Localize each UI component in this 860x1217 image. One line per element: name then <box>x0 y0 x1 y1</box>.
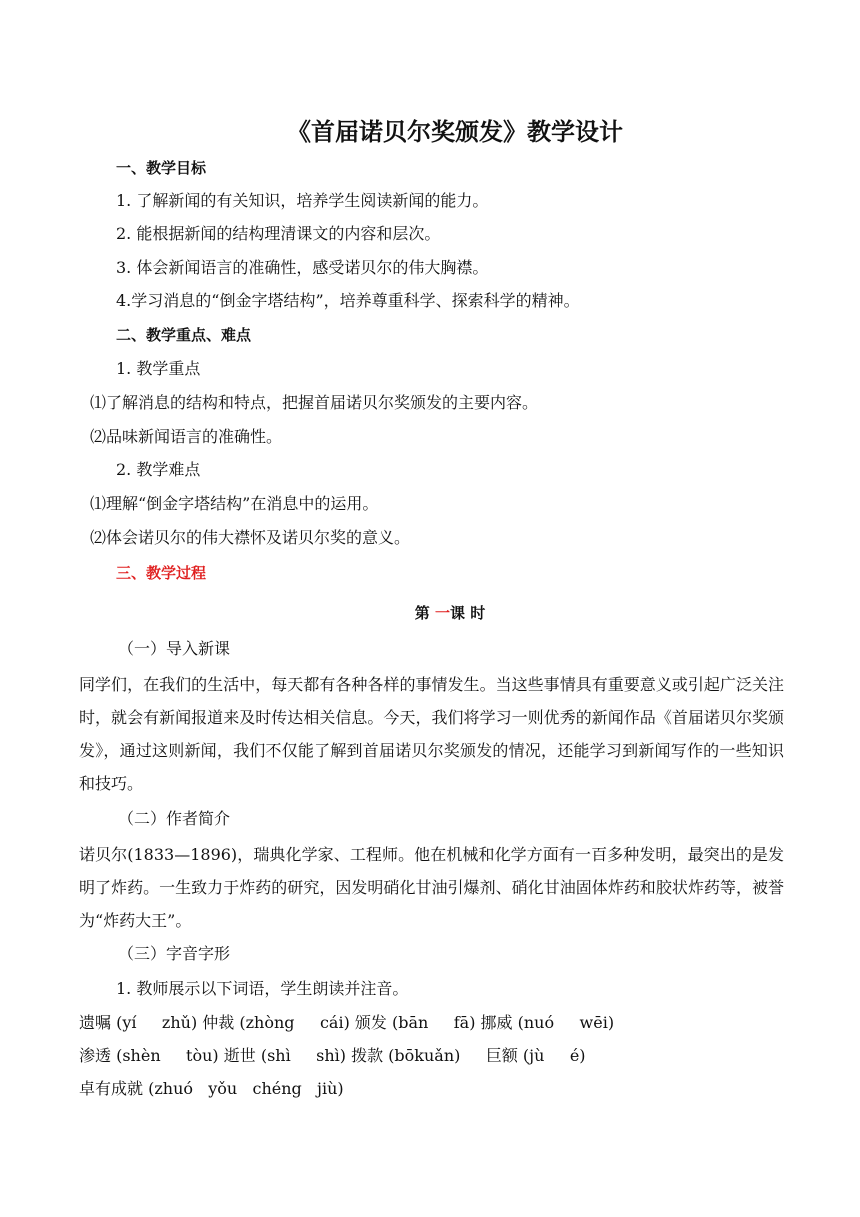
difficulty-item-2: ⑵体会诺贝尔的伟大襟怀及诺贝尔奖的意义。 <box>90 528 411 547</box>
subheading-key-points: 1. 教学重点 <box>116 359 201 378</box>
lesson-number: 一 <box>434 604 450 622</box>
part-heading-pronunciation: （三）字音字形 <box>118 944 231 963</box>
lesson-prefix: 第 <box>414 604 435 622</box>
section-heading-key-points: 二、教学重点、难点 <box>116 326 252 344</box>
word-list-line-3: 卓有成就 (zhuó yǒu chéng jiù) <box>79 1079 344 1098</box>
key-point-item-2: ⑵品味新闻语言的准确性。 <box>90 427 283 446</box>
key-point-item-1: ⑴了解消息的结构和特点，把握首届诺贝尔奖颁发的主要内容。 <box>90 393 539 412</box>
document-title: 《首届诺贝尔奖颁发》教学设计 <box>287 118 623 146</box>
pronunciation-intro: 1. 教师展示以下词语，学生朗读并注音。 <box>116 979 409 998</box>
author-paragraph: 诺贝尔(1833—1896)，瑞典化学家、工程师。他在机械和化学方面有一百多种发明，最突出的是发明了炸药。一生致力于炸药的研究，因发明硝化甘油引爆剂、硝化甘油固体炸药和胶状炸药等，被誉为“炸药大王”。 <box>79 845 784 930</box>
part-heading-author: （二）作者简介 <box>118 809 231 828</box>
objective-item-2: 2. 能根据新闻的结构理清课文的内容和层次。 <box>116 224 441 243</box>
section-heading-process: 三、教学过程 <box>116 564 207 582</box>
word-list-line-1: 遗嘱 (yí zhǔ) 仲裁 (zhòng cái) 颁发 (bān fā) 挪威 (nuó wēi) <box>79 1013 615 1032</box>
lesson-heading <box>0 603 860 623</box>
objective-item-1: 1. 了解新闻的有关知识，培养学生阅读新闻的能力。 <box>116 191 489 210</box>
subheading-difficulties: 2. 教学难点 <box>116 460 201 479</box>
objective-item-3: 3. 体会新闻语言的准确性，感受诺贝尔的伟大胸襟。 <box>116 258 489 277</box>
objective-item-4: 4.学习消息的“倒金字塔结构”，培养尊重科学、探索科学的精神。 <box>116 291 580 310</box>
intro-paragraph: 同学们，在我们的生活中，每天都有各种各样的事情发生。当这些事情具有重要意义或引起广泛关注时，就会有新闻报道来及时传达相关信息。今天，我们将学习一则优秀的新闻作品《首届诺贝尔奖颁发》，通过这则新闻，我们不仅能了解到首届诺贝尔奖颁发的情况，还能学习到新闻写作的一些知识和技巧。 <box>79 675 784 793</box>
part-heading-intro: （一）导入新课 <box>118 639 231 658</box>
difficulty-item-1: ⑴理解“倒金字塔结构”在消息中的运用。 <box>90 494 379 513</box>
word-list-line-2: 渗透 (shèn tòu) 逝世 (shì shì) 拨款 (bōkuǎn) 巨额 (jù é) <box>79 1046 586 1065</box>
lesson-suffix: 课 时 <box>450 604 486 622</box>
section-heading-objectives: 一、教学目标 <box>116 159 207 177</box>
